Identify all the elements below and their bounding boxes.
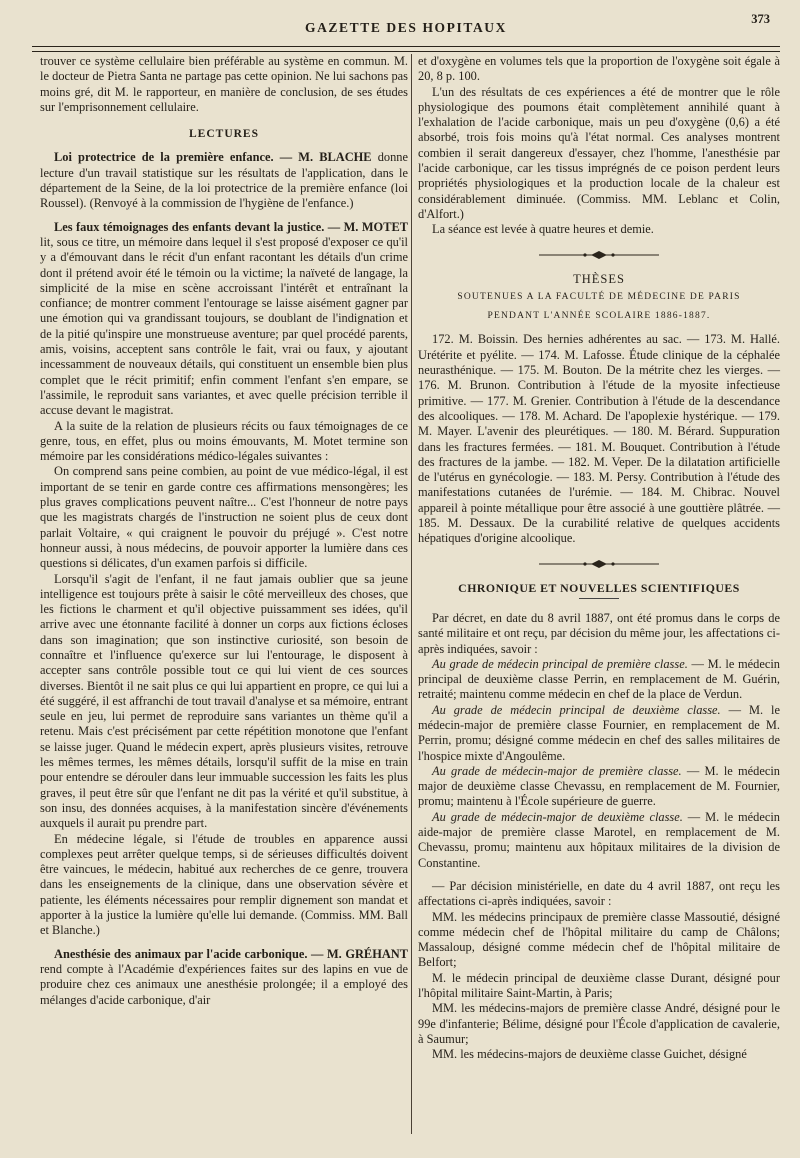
grade-label: Au grade de médecin-major de première classe. <box>432 763 682 778</box>
promotion-entry <box>418 810 780 871</box>
ornament-divider <box>539 250 659 260</box>
paragraph: MM. les médecins-majors de deuxième classe Guichet, désigné <box>432 1047 747 1062</box>
paragraph: Par décret, en date du 8 avril 1887, ont été promus dans le corps de santé militaire et ont reçu, par décision du même jour, les affectations ci-après indiquées, savoir : <box>418 610 780 656</box>
article-run-in-title: Loi protectrice de la première enfance. — M. BLACHE <box>54 150 372 165</box>
paragraph: La séance est levée à quatre heures et demie. <box>432 222 654 237</box>
article-loi-protectrice <box>40 150 408 211</box>
paragraph: L'un des résultats de ces expériences a été de montrer que le rôle physiologique des poumons était complètement annihilé quant à l'exhalation de l'acide carbonique, mais un peu d'oxygène (0,6) a été absorbé, trois fois moins qu'à l'état normal. Ces analyses montrent combien il serait dangereux d'essayer, chez l'homme, l'anesthésie par l'acide carbonique, car les tissus imprégnés de ce poison perdent leurs propriétés physiologiques et la production locale de la chaleur est considérablement diminuée. (Commiss. MM. Leblanc et Colin, d'Alfort.) <box>418 84 780 221</box>
article-faux-temoignages <box>40 220 408 419</box>
paragraph: En médecine légale, si l'étude de troubles en apparence aussi complexes peut arrêter quelque temps, si de sérieuses difficultés doivent être vaincues, le médecin, habitué aux recherches de ce genre, trouvera dans les enseignements de la clinique, dans une observation sévère et patiente, les éléments nécessaires pour remplir dignement son mandat et apporter à la justice la lumière qu'elle lui demande. (Commiss. MM. Ball et Blanche.) <box>40 831 408 938</box>
paragraph: M. le médecin principal de deuxième classe Durant, désigné pour l'hôpital militaire Saint-Martin, à Paris; <box>418 970 780 1001</box>
paragraph: A la suite de la relation de plusieurs récits ou faux témoignages de ce genre, tous, en effet, plus ou moins émouvants, M. Motet termine son mémoire par les considérations médico-légales suivantes : <box>40 418 408 464</box>
header-rule <box>32 46 780 52</box>
article-anesthesie <box>40 947 408 1008</box>
paragraph: Lorsqu'il s'agit de l'enfant, il ne faut jamais oublier que sa jeune intelligence est toujours prête à saisir le côté merveilleux des choses, que les fictions le charment et qu'il objective puissamment ses idées, qu'il arrive avec une étonnante facilité à donner un corps aux fictions écloses dans son imagination; que son instinctive curiosité, son besoin de connaître et l'influence qu'exerce sur lui l'entourage, le disposent à accepter sans contrôle possible tout ce qui lui vient de ces sources diverses. Bientôt il ne sait plus ce qui lui appartient en propre, ce qui lui a été suggéré, il est affranchi de tout travail d'analyse et sa mémoire, entrant seule en jeu, lui permet de reproduire sans variantes un thème qu'il a retenu. Mais c'est précisément par cette répétition monotone que l'enfant se laisse juger. Quand le médecin expert, après plusieurs visites, retrouve les mêmes termes, les mêmes détails, lorsqu'il suffit de la mise en train pour entendre se dérouler dans leur immuable succession les faits les plus graves, il peut être sûr que l'enfant ne dit pas la vérité et qu'il substitue, à son insu, des données acquises, à la manifestation sincère d'événements auxquels il aurait pu prendre part. <box>40 571 408 831</box>
heading-rule <box>579 598 619 599</box>
ornament-divider <box>539 559 659 569</box>
page-number: 373 <box>751 12 770 26</box>
entry-text: — M. le médecin-major de première classe Fournier, en remplacement de M. Perrin, promu; désigné comme médecin en chef des salles militaires de l'hospice mixte d'Angoulême. <box>418 702 780 763</box>
entry-text: — M. le médecin major de deuxième classe Chevassu, en remplacement de M. Fournier, promu; maintenu à l'École supérieure de guerre. <box>418 763 781 809</box>
theses-subheading: SOUTENUES A LA FACULTÉ DE MÉDECINE DE PARIS <box>457 291 741 302</box>
theses-list: 172. M. Boissin. Des hernies adhérentes au sac. — 173. M. Hallé. Urétérite et pyélite. — 174. M. Lafosse. Étude clinique de la céphalée neurasthénique. — 175. M. Bouton. De la métrite chez les vierges. — 176. M. Brunon. Contribution à l'étude de la myosite infectieuse primitive. — 177. M. Grenier. Contribution à l'étude de la descendance des alcooliques. — 178. M. Achard. De l'apoplexie hystérique. — 179. M. Mayer. L'avenir des pleurétiques. — 180. M. Bérard. Suppuration dans les fractures fermées. — 181. M. Bouquet. Contribution à l'étude des fractures de la jambe. — 182. M. Veper. De la dilatation artificielle de l'utérus en gynécologie. — 183. M. Persy. Contribution à l'étude des manifestations cutanées de l'urémie. — 184. M. Chibrac. Nouvel appareil à pointe métallique pour être associé à une gouttière plâtrée. — 185. M. Dessaux. De la curabilité relative de quelques accidents hépatiques d'origine alcoolique. <box>418 332 780 546</box>
paragraph: MM. les médecins principaux de première classe Massoutié, désigné comme médecin chef de l'hôpital militaire du camp de Châlons; Massaloup, désigné comme médecin chef de l'hôpital militaire de Belfort; <box>418 909 780 970</box>
article-text: donne lecture d'un travail statistique sur les résultats de l'application, dans le département de la Seine, de la loi protectrice de la première enfance (loi Roussel). (Renvoyé à la commission de l'hygiène de l'enfance.) <box>40 150 408 211</box>
paragraph: On comprend sans peine combien, au point de vue médico-légal, il est important de se tenir en garde contre ces affirmations mensongères; les plus graves complications peuvent naître... C'est l'honneur de notre pays que les magistrats chargés de l'instruction ne soient plus de ceux dont parlait Voltaire, « qui craignent le pouvoir du préjugé ». C'est notre honneur aussi, à nous médecins, de pouvoir apporter la lumière dans ces questions si délicates, d'un examen parfois si difficile. <box>40 464 408 571</box>
right-column <box>418 54 780 1063</box>
paragraph: MM. les médecins-majors de première classe André, désigné pour le 99e d'infanterie; Bélime, désigné pour l'École d'application de cavalerie, à Saumur; <box>418 1001 780 1046</box>
entry-text: — M. le médecin principal de deuxième classe Perrin, en remplacement de M. Guérin, retraité; maintenu comme médecin en chef de la place de Verdun. <box>418 656 780 702</box>
article-run-in-title: Anesthésie des animaux par l'acide carbonique. — M. GRÉHANT <box>54 946 408 961</box>
theses-heading: THÈSES <box>573 271 625 286</box>
grade-label: Au grade de médecin principal de deuxième classe. <box>432 702 721 717</box>
journal-title: GAZETTE DES HOPITAUX <box>304 20 508 35</box>
paragraph: — Par décision ministérielle, en date du 4 avril 1887, ont reçu les affectations ci-après indiquées, savoir : <box>418 878 780 909</box>
grade-label: Au grade de médecin-major de deuxième classe. <box>432 809 683 824</box>
theses-subheading-year: PENDANT L'ANNÉE SCOLAIRE 1886-1887. <box>487 311 711 322</box>
newspaper-page <box>30 8 782 1148</box>
entry-text: — M. le médecin aide-major de première classe Marotel, en remplacement de M. Chevassu, promu; maintenu aux hôpitaux militaires de la division de Constantine. <box>418 809 780 870</box>
promotion-entry <box>418 764 780 810</box>
column-divider <box>411 54 412 1134</box>
left-column <box>40 54 408 1008</box>
page-header <box>30 8 782 40</box>
grade-label: Au grade de médecin principal de première classe. <box>432 656 688 671</box>
paragraph: et d'oxygène en volumes tels que la proportion de l'oxygène soit égale à 20, 8 p. 100. <box>418 54 780 84</box>
article-text: rend compte à l'Académie d'expériences faites sur des lapins en vue de produire chez ces animaux une anesthésie prolongée; il a employé des mélanges d'acide carbonique, d'air <box>40 961 408 1007</box>
promotion-entry <box>418 657 780 703</box>
section-heading-chronique: CHRONIQUE ET NOUVELLES SCIENTIFIQUES <box>458 580 740 595</box>
article-run-in-title: Les faux témoignages des enfants devant la justice. — M. MOTET <box>54 219 408 234</box>
article-text: lit, sous ce titre, un mémoire dans lequel il s'est proposé d'exposer ce qu'il y a d'émouvant dans le récit d'un enfant racontant les détails d'un crime dont il prétend avoir été le témoin ou la victime; la naïveté de langage, la simplicité de la mise en scène accroissant l'intérêt et entraînant la confiance; de montrer comment l'entourage se laisse aisément gagner par une émotion qui va grandissant toujours, se doublant de l'indignation et de la pitié qu'inspire une monstrueuse aventure; par quel procédé parents, amis, voisins, acceptent sans contrôle le fait, vrai ou faux, y ajoutant incessamment de nouveaux détails, qui constituent un ensemble bien plus complet que le récit primitif; enfin comment l'enfant s'en empare, se l'assimile, le reproduit sans variantes, et avec quelle précision terrible il accuse devant le magistrat. <box>40 234 408 418</box>
paragraph: trouver ce système cellulaire bien préférable au système en commun. M. le docteur de Pietra Santa ne partage pas cette opinion. Ne lui sachons pas moins gré, dit M. le rapporteur, en manière de conclusion, de ses études sur l'emprisonnement cellulaire. <box>40 54 408 114</box>
section-heading-lectures: LECTURES <box>189 128 259 141</box>
promotion-entry <box>418 703 780 764</box>
